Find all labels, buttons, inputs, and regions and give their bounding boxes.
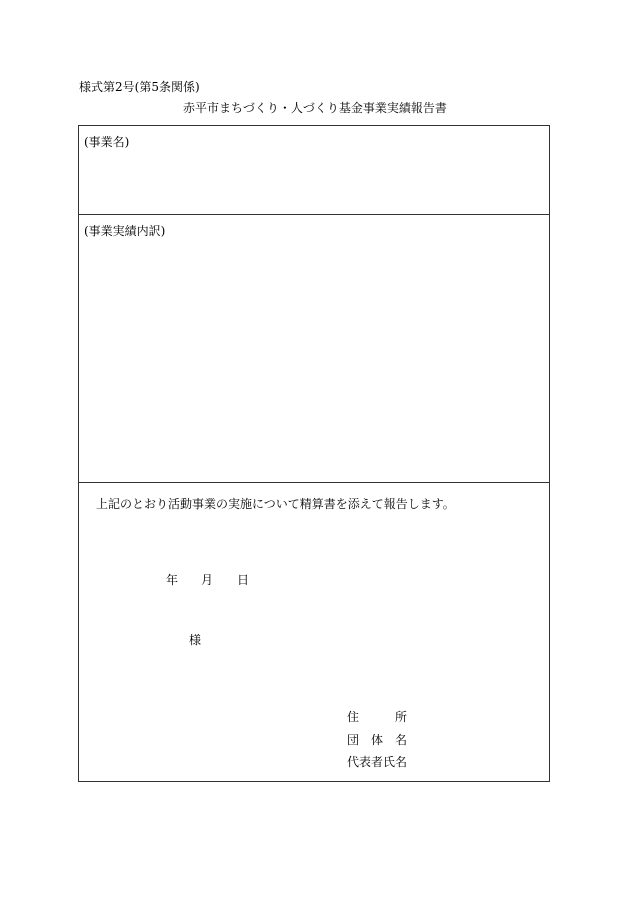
date-year-label: 年 [166, 573, 179, 587]
report-form [78, 125, 550, 782]
project-details-section[interactable] [79, 215, 549, 483]
address-label: 住 所 [347, 710, 408, 724]
project-name-label: (事業名) [84, 135, 130, 149]
date-day-label: 日 [237, 573, 250, 587]
project-name-section[interactable] [79, 126, 549, 215]
organization-name-label: 団 体 名 [347, 733, 408, 747]
representative-name-label: 代表者氏名 [347, 755, 408, 769]
date-month-label: 月 [201, 573, 214, 587]
project-details-label: (事業実績内訳) [84, 224, 166, 238]
addressee-suffix: 様 [189, 633, 202, 647]
document-title: 赤平市まちづくり・人づくり基金事業実績報告書 [183, 101, 447, 115]
declaration-section [79, 483, 549, 781]
form-number: 様式第2号(第5条関係) [79, 80, 200, 94]
declaration-statement: 上記のとおり活動事業の実施について精算書を添えて報告します。 [96, 497, 455, 511]
